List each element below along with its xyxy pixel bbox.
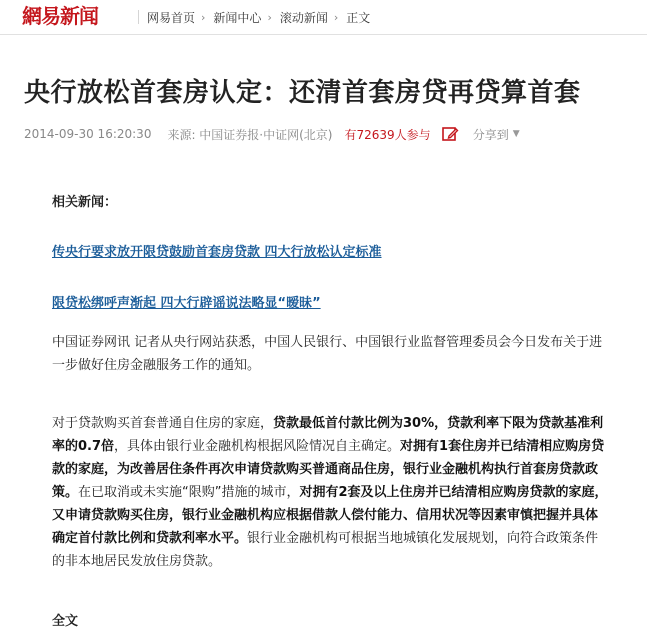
netease-news-logo[interactable]: 網易新闻: [22, 4, 98, 28]
related-news-link[interactable]: 限贷松绑呼声渐起 四大行辟谣说法略显“暧昧”: [52, 296, 321, 311]
breadcrumb: [138, 0, 376, 34]
related-news-link[interactable]: 传央行要求放开限贷鼓励首套房贷款 四大行放松认定标准: [52, 245, 382, 260]
comment-edit-icon[interactable]: [441, 125, 459, 143]
paragraph-text: 在已取消或未实施“限购”措施的城市，: [78, 485, 300, 500]
chevron-down-icon[interactable]: ▼: [512, 129, 520, 139]
breadcrumb-rolling-news[interactable]: 滚动新闻: [279, 10, 328, 25]
article-source: 来源: 中国证券报·中证网(北京): [167, 127, 333, 142]
participant-count[interactable]: 有72639人参与: [344, 127, 431, 142]
emphasized-text: 对拥有1套住房并已结清相应购房贷款的家庭，为改善居住条件再次申请贷款购买普通商品住房，银行业金融机构执行首套房贷款政策。: [52, 439, 605, 500]
chevron-right-icon: ›: [201, 10, 206, 24]
paragraph-text: 中国证券网讯 记者从央行网站获悉，中国人民银行、中国银行业监督管理委员会今日发布关于进一步做好住房金融服务工作的通知。: [52, 335, 603, 373]
article-paragraph: [52, 331, 608, 377]
breadcrumb-news-center[interactable]: 新闻中心: [213, 10, 262, 25]
breadcrumb-current: 正文: [346, 10, 371, 25]
paragraph-text: 对于贷款购买首套普通自住房的家庭，: [52, 416, 274, 431]
paragraph-text: 银行业金融机构可根据当地城镇化发展规划，向符合政策条件的非本地居民发放住房贷款。: [52, 531, 599, 569]
divider: [138, 10, 139, 24]
article-title: 央行放松首套房认定：还清首套房贷再贷算首套: [24, 78, 581, 108]
share-button[interactable]: 分享到: [472, 127, 509, 142]
publish-time: 2014-09-30 16:20:30: [24, 127, 152, 141]
related-news-heading: 相关新闻：: [52, 195, 118, 210]
emphasized-text: 对拥有2套及以上住房并已结清相应购房贷款的家庭，又申请贷款购买住房，银行业金融机构应根据借款人偿付能力、信用状况等因素审慎把握并具体确定首付款比例和贷款利率水平。: [52, 485, 608, 546]
paragraph-text: ，具体由银行业金融机构根据风险情况自主确定。: [114, 439, 401, 454]
article-paragraph: [52, 412, 608, 573]
article-meta: [24, 124, 520, 144]
chevron-right-icon: ›: [267, 10, 272, 24]
chevron-right-icon: ›: [333, 10, 339, 24]
breadcrumb-home[interactable]: 网易首页: [147, 10, 196, 25]
fulltext-label: 全文: [52, 614, 79, 629]
emphasized-text: 贷款最低首付款比例为30%，贷款利率下限为贷款基准利率的0.7倍: [52, 416, 604, 454]
top-nav-bar: [0, 0, 647, 35]
